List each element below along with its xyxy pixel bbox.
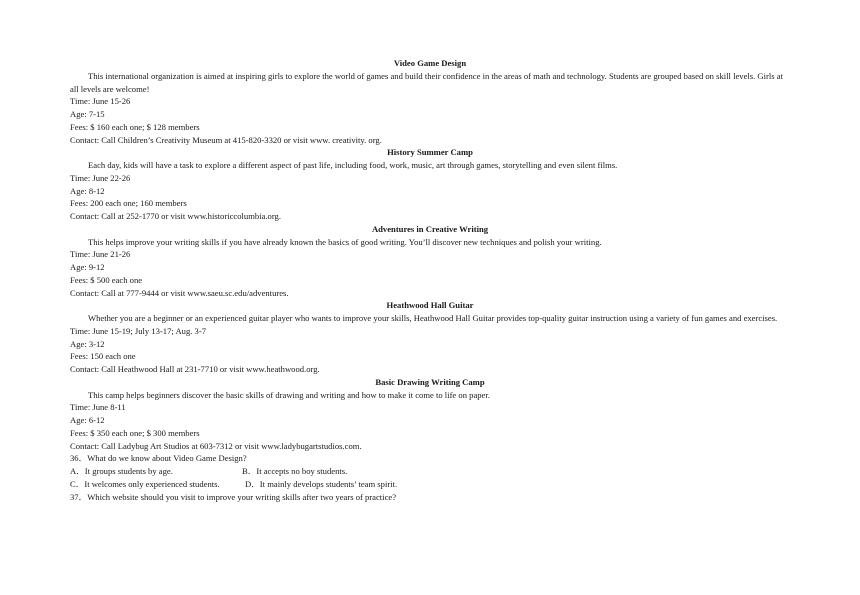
option-b: B．It accepts no boy students. [242,466,348,476]
section-time: Time: June 15-19; July 13-17; Aug. 3-7 [70,325,206,336]
section-fees: Fees: $ 160 each one; $ 128 members [70,121,200,132]
option-a: A．It groups students by age. [70,466,173,476]
section-title: Video Game Design [393,58,467,68]
section-time: Time: June 8-11 [70,402,126,413]
section-creative-writing [70,223,790,300]
section-basic-drawing-writing [70,376,790,453]
section-contact: Contact: Call Children’s Creativity Museum at 415-820-3320 or visit www. creativity. org. [70,134,382,145]
section-time: Time: June 22-26 [70,172,131,183]
section-age: Age: 3-12 [70,338,105,349]
section-age: Age: 7-15 [70,109,105,119]
section-contact: Contact: Call at 252-1770 or visit www.historiccolumbia.org. [70,211,281,221]
section-contact: Contact: Call Heathwood Hall at 231-7710 or visit www.heathwood.org. [70,364,320,374]
section-time: Time: June 15-26 [70,96,131,107]
section-description: This camp helps beginners discover the basic skills of drawing and writing and how to make it come to life on paper. [88,389,490,400]
document-page [70,57,790,503]
section-heathwood-guitar [70,299,790,376]
option-c: C．It welcomes only experienced students. [70,478,220,489]
section-contact: Contact: Call at 777-9444 or visit www.saeu.sc.edu/adventures. [70,287,289,298]
section-age: Age: 6-12 [70,415,105,425]
section-description: Whether you are a beginner or an experienced guitar player who wants to improve your skills, Heathwood Hall Guitar provides top-quality guitar instruction using a variety of fun games and exercises. [88,313,778,323]
section-time: Time: June 21-26 [70,249,131,260]
section-age: Age: 9-12 [70,262,105,272]
section-description: Each day, kids will have a task to explore a different aspect of past life, including food, work, music, art through games, storytelling and even silent films. [88,160,618,170]
section-title: Basic Drawing Writing Camp [375,376,485,387]
option-row [70,478,790,491]
section-description: This helps improve your writing skills if you have already known the basics of good writing. You’ll discover new techniques and polish your writing. [88,236,602,247]
section-fees: Fees: 200 each one; 160 members [70,198,187,209]
section-contact: Contact: Call Ladybug Art Studios at 603-7312 or visit www.ladybugartstudios.com. [70,440,362,451]
section-description: This international organization is aimed at inspiring girls to explore the world of games and build their confidence in the areas of math and technology. Students are grouped based on skill levels. Girls at all levels are welcome! [70,70,783,94]
section-title: Adventures in Creative Writing [371,223,489,234]
section-title: Heathwood Hall Guitar [386,300,474,311]
section-title: History Summer Camp [387,147,473,158]
section-fees: Fees: 150 each one [70,351,136,362]
option-row [70,465,790,478]
question-stem: 37．Which website should you visit to improve your writing skills after two years of practice? [70,491,397,502]
option-d: D．It mainly develops students’ team spirit. [245,478,398,489]
section-fees: Fees: $ 350 each one; $ 300 members [70,427,200,438]
section-history-summer-camp [70,146,790,223]
question-36 [70,452,790,490]
section-video-game-design [70,57,790,146]
section-fees: Fees: $ 500 each one [70,274,143,285]
question-stem: 36．What do we know about Video Game Design? [70,453,247,464]
question-37 [70,491,790,504]
section-age: Age: 8-12 [70,185,105,196]
